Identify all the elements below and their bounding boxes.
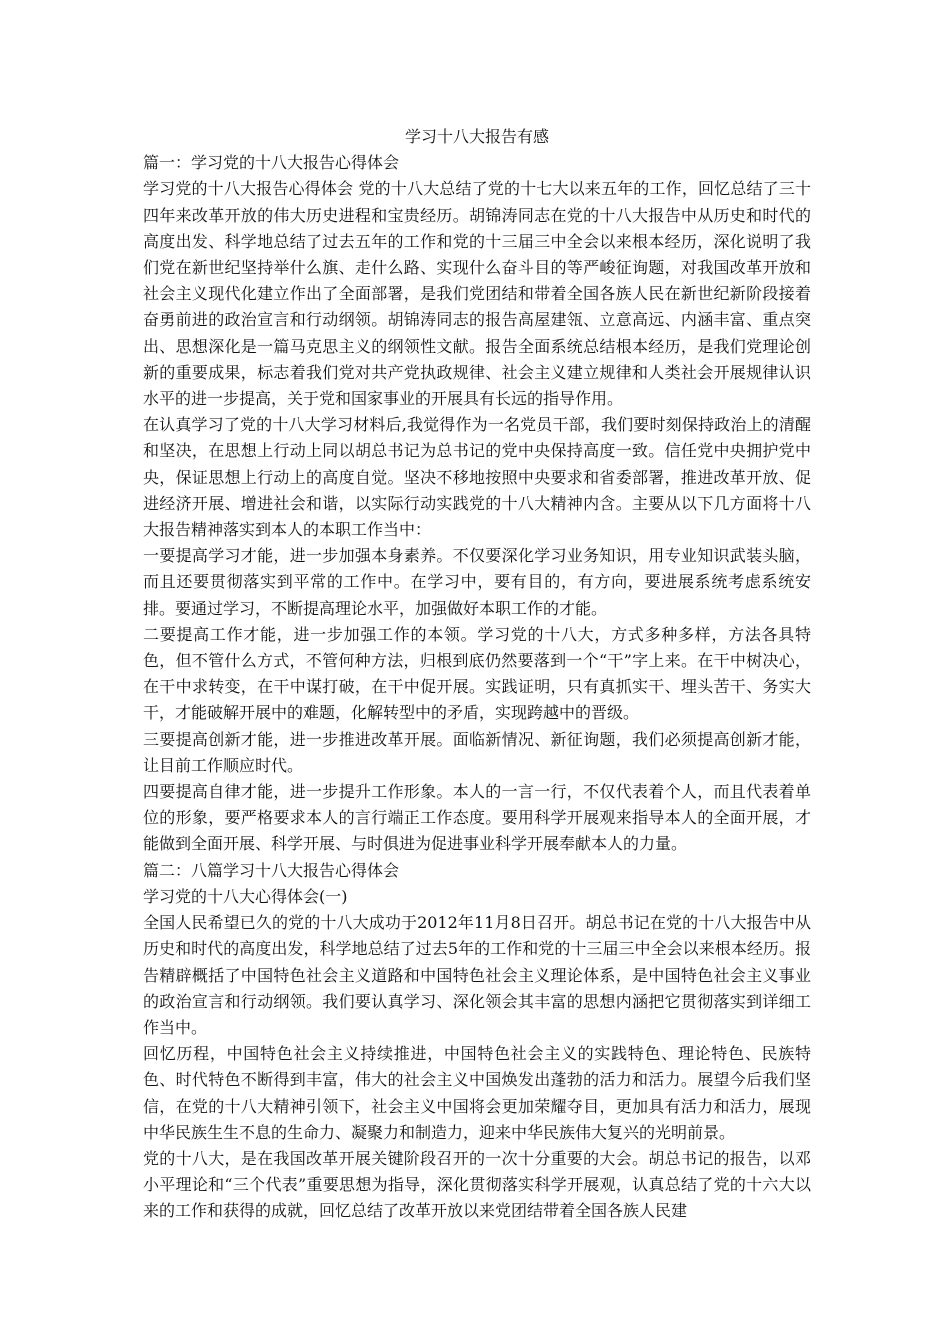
section-heading-2: 篇二：八篇学习十八大报告心得体会 xyxy=(143,860,400,880)
body-paragraph: 全国人民希望已久的党的十八大成功于2012年11月8日召开。胡总书记在党的十八大报告中从历史和时代的高度出发，科学地总结了过去5年的工作和党的十三届三中全会以来根本经历。报告精辟概括了中国特色社会主义道路和中国特色社会主义理论体系，是中国特色社会主义事业的政治宣言和行动纲领。我们要认真学习、深化领会其丰富的思想内涵把它贯彻落实到详细工作当中。 xyxy=(143,913,811,1037)
document-title: 学习十八大报告有感 xyxy=(404,127,549,146)
body-paragraph: 二要提高工作才能，进一步加强工作的本领。学习党的十八大，方式多种多样，方法各具特色，但不管什么方式，不管何种方法，归根到底仍然要落到一个“干”字上来。在干中树决心，在干中求转变，在干中谋打破，在干中促开展。实践证明，只有真抓实干、埋头苦干、务实大干，才能破解开展中的难题，化解转型中的矛盾，实现跨越中的晋级。 xyxy=(143,624,811,723)
body-paragraph: 回忆历程，中国特色社会主义持续推进，中国特色社会主义的实践特色、理论特色、民族特色、时代特色不断得到丰富，伟大的社会主义中国焕发出蓬勃的活力和活力。展望今后我们坚信，在党的十八大精神引领下，社会主义中国将会更加荣耀夺目，更加具有活力和活力，展现中华民族生生不息的生命力、凝聚力和制造力，迎来中华民族伟大复兴的光明前景。 xyxy=(143,1044,811,1142)
section-heading-1: 篇一：学习党的十八大报告心得体会 xyxy=(143,153,400,173)
body-paragraph: 学习党的十八大报告心得体会 党的十八大总结了党的十七大以来五年的工作，回忆总结了三十四年来改革开放的伟大历史进程和宝贵经历。胡锦涛同志在党的十八大报告中从历史和时代的高度出发、科学地总结了过去五年的工作和党的十三届三中全会以来根本经历，深化说明了我们党在新世纪坚持举什么旗、走什么路、实现什么奋斗目的等严峻征询题，对我国改革开放和社会主义现代化建立作出了全面部署，是我们党团结和带着全国各族人民在新世纪新阶段接着奋勇前进的政治宣言和行动纲领。胡锦涛同志的报告高屋建瓴、立意高远、内涵丰富、重点突出、思想深化是一篇马克思主义的纲领性文献。报告全面系统总结根本经历，是我们党理论创新的重要成果，标志着我们党对共产党执政规律、社会主义建立规律和人类社会开展规律认识水平的进一步提高，关于党和国家事业的开展具有长远的指导作用。 xyxy=(143,179,811,409)
body-paragraph: 三要提高创新才能，进一步推进改革开展。面临新情况、新征询题，我们必须提高创新才能，让目前工作顺应时代。 xyxy=(143,729,811,775)
subsection-heading: 学习党的十八大心得体会(一) xyxy=(143,886,348,906)
document-page xyxy=(143,124,811,1225)
body-paragraph: 党的十八大，是在我国改革开展关键阶段召开的一次十分重要的大会。胡总书记的报告，以邓小平理论和“三个代表”重要思想为指导，深化贯彻落实科学开展观，认真总结了党的十六大以来的工作和获得的成就，回忆总结了改革开放以来党团结带着全国各族人民建 xyxy=(143,1148,811,1221)
body-paragraph: 一要提高学习才能，进一步加强本身素养。不仅要深化学习业务知识，用专业知识武装头脑，而且还要贯彻落实到平常的工作中。在学习中，要有目的，有方向，要进展系统考虑系统安排。要通过学习，不断提高理论水平，加强做好本职工作的才能。 xyxy=(143,546,811,618)
body-paragraph: 在认真学习了党的十八大学习材料后,我觉得作为一名党员干部，我们要时刻保持政治上的清醒和坚决，在思想上行动上同以胡总书记为总书记的党中央保持高度一致。信任党中央拥护党中央，保证思想上行动上的高度自觉。坚决不移地按照中央要求和省委部署，推进改革开放、促进经济开展、增进社会和谐，以实际行动实践党的十八大精神内含。主要从以下几方面将十八大报告精神落实到本人的本职工作当中： xyxy=(143,415,811,540)
body-paragraph: 四要提高自律才能，进一步提升工作形象。本人的一言一行，不仅代表着个人，而且代表着单位的形象，要严格要求本人的言行端正工作态度。要用科学开展观来指导本人的全面开展，才能做到全面开展、科学开展、与时俱进为促进事业科学开展奉献本人的力量。 xyxy=(143,782,811,854)
